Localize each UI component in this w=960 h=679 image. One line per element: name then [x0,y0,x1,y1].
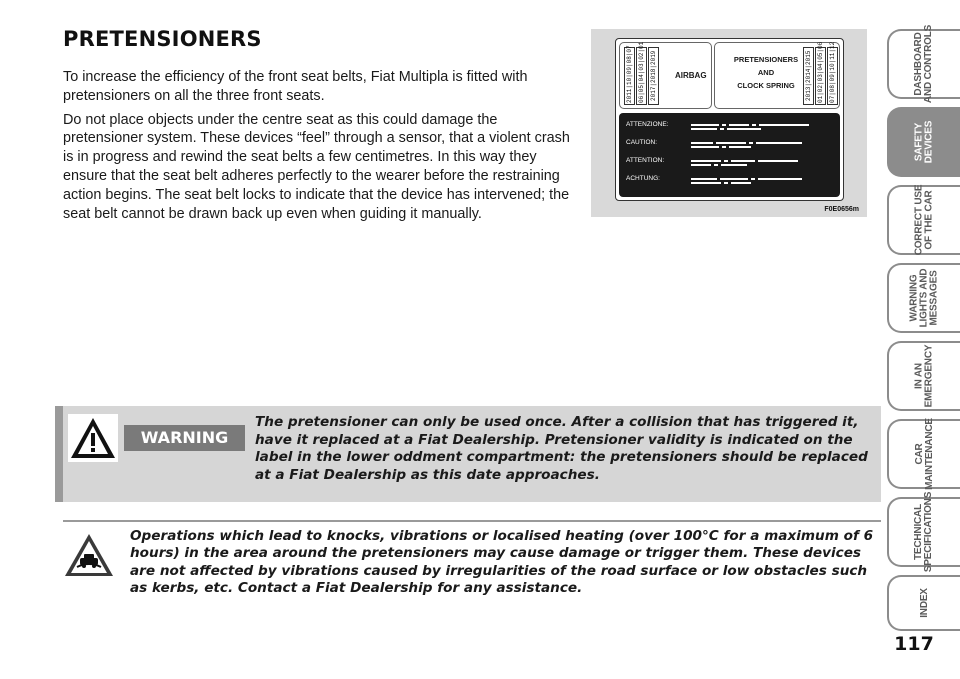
calendar-months-right: 01|02|03|04|05|06 [817,41,824,103]
tab-label: CAR MAINTENANCE [913,418,935,490]
figure-code: F0E0656m [824,206,859,213]
paragraph-detail: Do not place objects under the centre seat as this could damage the pretensioner system. These devices “feel” through a sensor, that a violent crash is in progress and rewind the seat belts a few centimetres. In this way they ensure that the seat belt adheres perfectly to the wearer before the restraining action begins. The seat belt locks to indicate that the device has intervened; the seat belt cannot be drawn back up even when guiding it manually. [63,111,570,222]
pretensioners-label: PRETENSIONERS AND CLOCK SPRING [733,55,799,90]
calendar-months-left: 06|05|04|03|02|01 [638,41,645,103]
label-card [615,38,844,201]
tab-label: WARNING LIGHTS AND MESSAGES [908,268,940,328]
tab-index[interactable] [887,575,960,631]
pretensioner-date-panel [714,42,840,109]
paragraph-intro: To increase the efficiency of the front seat belts, Fiat Multipla is fitted with pretensioners on all the three front seats. [63,69,528,104]
tab-safety-devices[interactable] [887,107,960,177]
airbag-label: AIRBAG [675,71,707,80]
car-on-road-caution-icon [63,531,115,579]
tab-label: CORRECT USE OF THE CAR [913,184,935,256]
multilingual-warning-panel [619,113,840,197]
section-title: PRETENSIONERS [63,27,262,51]
warning-row-italian: ATTENZIONE: [626,121,669,128]
warning-stripe [55,406,63,502]
tab-dashboard-and-controls[interactable] [887,24,960,104]
warning-row-french: ATTENTION: [626,157,665,164]
body-text [63,68,571,228]
airbag-date-panel [619,42,712,109]
tab-warning-lights-and-messages[interactable] [887,263,960,333]
tab-label: TECHNICAL SPECIFICATIONS [913,491,935,573]
calendar-years-left: 2011|10|09|08|07 [626,45,633,103]
warning-row-german: ACHTUNG: [626,175,660,182]
chapter-tabs [887,24,960,629]
tab-car-maintenance[interactable] [887,419,960,489]
tab-in-an-emergency[interactable] [887,341,960,411]
note-divider [63,520,881,522]
warning-triangle-icon [68,414,118,462]
warning-badge: WARNING [124,425,245,451]
calendar-years-right: 2013|2014|2015 [803,47,814,105]
tab-correct-use-of-the-car[interactable] [887,185,960,255]
tab-label: DASHBOARD AND CONTROLS [913,24,935,104]
tab-label: INDEX [918,588,930,618]
warning-row-english: CAUTION: [626,139,658,146]
tab-label: SAFETY DEVICES [913,120,935,164]
calendar-years-left-2: 2017|2018|2019 [648,47,659,105]
note-text: Operations which lead to knocks, vibrations or localised heating (over 100°C for a maximum of 6 hours) in the area around the pretensioners may cause damage or trigger them. These devices are not affected by vibrations caused by irregularities of the road surface or low obstacles such as kerbs, etc. Contact a Fiat Dealership for any assistance. [130,528,874,597]
tab-technical-specifications[interactable] [887,491,960,573]
tab-label: IN AN EMERGENCY [913,344,935,408]
page-number: 117 [894,633,934,655]
calendar-months-right-2: 07|08|09|10|11|12 [829,41,836,103]
warning-text: The pretensioner can only be used once. After a collision that has triggered it, have it replaced at a Fiat Dealership. Pretensioner validity is indicated on the label in the lower oddment compartment: the pretensioners should be replaced at a Fiat Dealership as this date approaches. [255,414,868,483]
